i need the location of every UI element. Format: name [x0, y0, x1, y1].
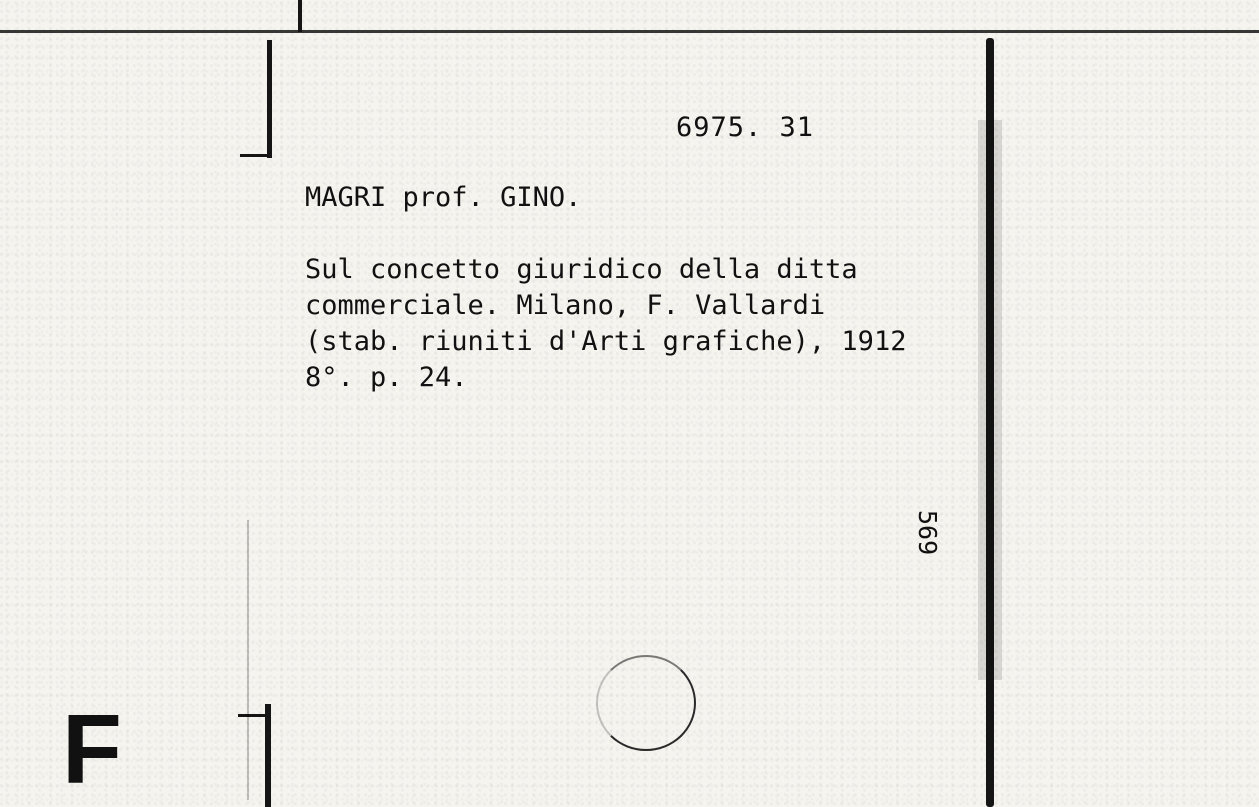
- description-line: 8°. p. 24.: [305, 362, 468, 393]
- punch-hole: [596, 655, 696, 751]
- left-border-upper-foot: [240, 154, 272, 157]
- right-border-shading: [978, 120, 1002, 680]
- call-number: 6975. 31: [676, 112, 815, 143]
- description-line: (stab. riuniti d'Arti grafiche), 1912: [305, 326, 907, 357]
- faint-guide-line: [247, 520, 249, 800]
- left-border-upper: [267, 40, 272, 158]
- left-border-lower-head: [238, 714, 270, 717]
- description-line: Sul concetto giuridico della ditta: [305, 254, 858, 285]
- top-edge-tick: [298, 0, 302, 32]
- side-number: 569: [913, 510, 942, 556]
- top-border-line: [0, 30, 1259, 33]
- left-border-lower: [265, 704, 271, 807]
- author-heading: MAGRI prof. GINO.: [305, 182, 582, 213]
- description-line: commerciale. Milano, F. Vallardi: [305, 290, 826, 321]
- letter-mark: F: [62, 694, 122, 804]
